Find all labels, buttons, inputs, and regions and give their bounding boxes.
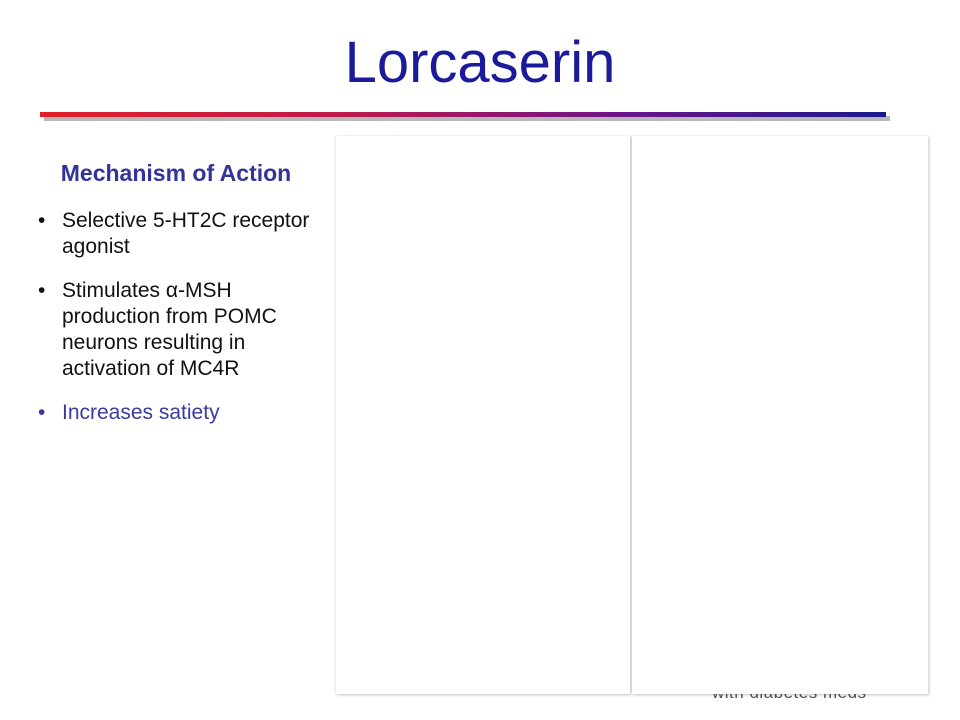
- slide-title: Lorcaserin: [344, 30, 616, 95]
- mechanism-heading: Mechanism of Action: [60, 160, 292, 186]
- bullet-dot-icon: •: [38, 279, 46, 302]
- bullet-text: Increases satiety: [62, 401, 220, 424]
- mechanism-column: [30, 156, 322, 444]
- blank-panel-left: [336, 136, 630, 694]
- bullet-text: Selective 5-HT2C receptor agonist: [62, 209, 310, 258]
- blank-panel-right: [632, 136, 928, 694]
- bullet-dot-icon: •: [38, 209, 46, 232]
- bullet-item-highlight: [30, 400, 322, 426]
- bullet-text: Stimulates α-MSH production from POMC neurons resulting in activation of MC4R: [62, 279, 277, 380]
- bullet-dot-icon: •: [38, 401, 46, 424]
- title-underline: [40, 112, 886, 117]
- bullet-item: [30, 278, 322, 382]
- mechanism-bullet-list: [30, 208, 322, 426]
- bullet-item: [30, 208, 322, 260]
